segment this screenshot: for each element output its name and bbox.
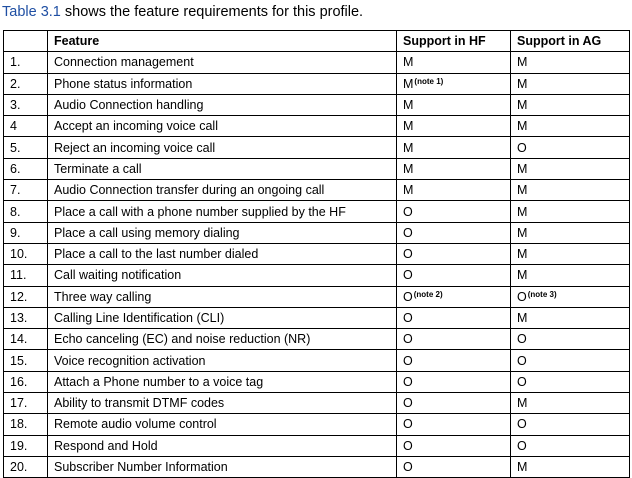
row-support-ag (511, 243, 630, 264)
row-support-hf (397, 286, 511, 307)
row-support-ag-value: M (517, 98, 528, 113)
row-support-hf (397, 137, 511, 158)
row-support-ag (511, 329, 630, 350)
row-support-ag-value: O (517, 438, 527, 453)
row-support-ag (511, 222, 630, 243)
row-feature-value: Terminate a call (54, 161, 142, 176)
row-number (4, 371, 48, 392)
row-support-ag (511, 371, 630, 392)
row-number (4, 180, 48, 201)
row-support-ag-value: O (517, 332, 527, 347)
row-support-ag (511, 307, 630, 328)
row-support-hf (397, 73, 511, 94)
row-number-value: 16. (10, 374, 28, 389)
table-row (4, 414, 630, 435)
row-number (4, 456, 48, 477)
row-feature (48, 180, 397, 201)
row-feature-value: Accept an incoming voice call (54, 119, 218, 134)
row-feature-value: Respond and Hold (54, 438, 158, 453)
table-row (4, 265, 630, 286)
row-feature-value: Calling Line Identification (CLI) (54, 311, 225, 325)
row-number (4, 137, 48, 158)
row-number (4, 265, 48, 286)
row-support-ag (511, 116, 630, 137)
row-number-value: 9. (10, 225, 21, 240)
row-feature (48, 52, 397, 73)
row-number (4, 94, 48, 115)
row-feature-value: Call waiting notification (54, 268, 182, 283)
row-support-ag-value: O (517, 374, 527, 389)
row-support-hf-value: M (403, 55, 414, 70)
row-feature-value: Three way calling (54, 289, 152, 304)
row-support-ag (511, 73, 630, 94)
row-support-hf-value: O (403, 353, 413, 368)
row-support-ag (511, 350, 630, 371)
row-support-ag-value: M (517, 311, 528, 325)
row-support-hf-value: M (403, 161, 414, 176)
row-number-value: 13. (10, 311, 28, 325)
row-support-ag-value: M (517, 204, 528, 219)
table-row (4, 350, 630, 371)
row-feature-value: Voice recognition activation (54, 353, 206, 368)
table-row (4, 180, 630, 201)
row-support-hf-value: M (403, 98, 414, 113)
row-feature-value: Attach a Phone number to a voice tag (54, 374, 264, 389)
row-number (4, 350, 48, 371)
footnote-marker: (note 2) (413, 289, 443, 299)
row-support-ag (511, 52, 630, 73)
row-number (4, 393, 48, 414)
row-support-ag-value: M (517, 119, 528, 134)
table-row (4, 73, 630, 94)
row-number-value: 1. (10, 55, 21, 70)
row-number-value: 15. (10, 353, 28, 368)
row-feature (48, 286, 397, 307)
row-support-hf (397, 456, 511, 477)
row-support-ag-value: M (517, 247, 528, 262)
row-support-hf (397, 371, 511, 392)
row-feature-value: Place a call to the last number dialed (54, 247, 259, 262)
row-feature (48, 265, 397, 286)
row-feature-value: Subscriber Number Information (54, 460, 228, 475)
row-number-value: 18. (10, 417, 28, 432)
row-support-ag (511, 158, 630, 179)
row-number-value: 4 (10, 119, 17, 134)
row-support-hf-value: M (403, 119, 414, 134)
row-support-hf-value: O (403, 460, 413, 475)
table-row (4, 201, 630, 222)
row-support-hf (397, 265, 511, 286)
row-support-hf (397, 350, 511, 371)
row-feature (48, 456, 397, 477)
row-number (4, 243, 48, 264)
table-row (4, 158, 630, 179)
row-support-ag-value: M (517, 76, 528, 91)
row-support-hf-value: O (403, 204, 413, 219)
row-support-hf-value: O (403, 268, 413, 283)
row-support-ag (511, 456, 630, 477)
header-support-hf: Support in HF (397, 31, 511, 52)
row-support-hf (397, 201, 511, 222)
row-number (4, 116, 48, 137)
row-feature (48, 371, 397, 392)
row-number-value: 19. (10, 438, 28, 453)
table-row (4, 371, 630, 392)
row-support-ag-value: M (517, 161, 528, 176)
row-support-hf (397, 329, 511, 350)
row-number-value: 10. (10, 247, 28, 262)
row-support-hf-value: O (403, 438, 413, 453)
row-support-ag-value: M (517, 55, 528, 70)
row-support-ag (511, 414, 630, 435)
row-support-ag (511, 393, 630, 414)
row-feature (48, 137, 397, 158)
footnote-marker: (note 3) (527, 289, 557, 299)
row-feature (48, 414, 397, 435)
row-number (4, 286, 48, 307)
row-support-hf-value: O (403, 417, 413, 432)
row-support-ag (511, 94, 630, 115)
row-number-value: 11. (10, 268, 27, 283)
row-feature (48, 201, 397, 222)
row-support-ag-value: M (517, 396, 528, 411)
row-feature-value: Connection management (54, 55, 194, 70)
row-number-value: 14. (10, 332, 28, 347)
row-number (4, 201, 48, 222)
row-support-ag-value: O (517, 417, 527, 432)
table-row (4, 286, 630, 307)
table-row (4, 137, 630, 158)
row-support-hf-value: O (403, 225, 413, 240)
table-row (4, 456, 630, 477)
row-feature (48, 222, 397, 243)
row-support-ag-value: M (517, 268, 528, 283)
row-number (4, 158, 48, 179)
row-number (4, 307, 48, 328)
row-number (4, 414, 48, 435)
row-support-hf (397, 435, 511, 456)
row-support-hf (397, 243, 511, 264)
footnote-marker: (note 1) (414, 76, 444, 86)
row-feature (48, 116, 397, 137)
table-caption (2, 3, 363, 21)
row-feature (48, 435, 397, 456)
row-feature-value: Place a call using memory dialing (54, 225, 240, 240)
row-feature-value: Audio Connection handling (54, 98, 204, 113)
row-support-hf (397, 222, 511, 243)
row-support-hf (397, 94, 511, 115)
row-support-hf-value: M (403, 76, 414, 91)
row-number-value: 8. (10, 204, 21, 219)
row-support-ag (511, 201, 630, 222)
feature-requirements-table (3, 30, 630, 478)
row-support-hf (397, 307, 511, 328)
table-row (4, 222, 630, 243)
row-support-hf-value: M (403, 140, 414, 155)
row-support-hf-value: O (403, 247, 413, 262)
table-row (4, 243, 630, 264)
row-feature (48, 73, 397, 94)
row-number-value: 5. (10, 140, 21, 155)
row-support-hf (397, 116, 511, 137)
table-row (4, 94, 630, 115)
row-feature (48, 307, 397, 328)
header-feature: Feature (48, 31, 397, 52)
row-feature-value: Place a call with a phone number supplied by the HF (54, 204, 346, 219)
row-support-hf-value: O (403, 289, 413, 304)
row-feature (48, 94, 397, 115)
row-number (4, 329, 48, 350)
table-row (4, 329, 630, 350)
row-support-ag (511, 265, 630, 286)
row-support-hf-value: O (403, 311, 413, 325)
row-feature (48, 243, 397, 264)
row-support-ag (511, 137, 630, 158)
row-number-value: 6. (10, 161, 21, 176)
row-support-ag (511, 286, 630, 307)
row-support-hf-value: M (403, 183, 414, 198)
row-feature-value: Ability to transmit DTMF codes (54, 396, 225, 411)
row-number-value: 17. (10, 396, 28, 411)
row-number-value: 7. (10, 183, 21, 198)
row-support-ag-value: O (517, 353, 527, 368)
row-support-ag-value: M (517, 460, 528, 475)
row-support-hf (397, 414, 511, 435)
table-header-row (4, 31, 630, 52)
row-number-value: 12. (10, 289, 28, 304)
table-row (4, 435, 630, 456)
row-support-ag-value: M (517, 225, 528, 240)
header-support-ag: Support in AG (511, 31, 630, 52)
row-feature-value: Phone status information (54, 76, 193, 91)
row-support-hf (397, 180, 511, 201)
table-reference-link[interactable]: Table 3.1 (2, 4, 61, 20)
header-number (4, 31, 48, 52)
row-feature-value: Audio Connection transfer during an ongoing call (54, 183, 325, 198)
row-number (4, 222, 48, 243)
row-feature (48, 393, 397, 414)
row-feature-value: Remote audio volume control (54, 417, 217, 432)
row-feature-value: Reject an incoming voice call (54, 140, 216, 155)
row-feature (48, 350, 397, 371)
table-row (4, 307, 630, 328)
row-number-value: 3. (10, 98, 21, 113)
table-row (4, 116, 630, 137)
row-support-hf (397, 52, 511, 73)
row-support-ag (511, 180, 630, 201)
row-support-hf-value: O (403, 332, 413, 347)
table-row (4, 393, 630, 414)
row-number (4, 73, 48, 94)
row-support-hf-value: O (403, 374, 413, 389)
row-number-value: 2. (10, 76, 21, 91)
row-support-ag-value: O (517, 140, 527, 155)
row-feature (48, 329, 397, 350)
caption-text: shows the feature requirements for this profile. (60, 4, 364, 20)
row-support-hf-value: O (403, 396, 413, 411)
row-support-ag-value: O (517, 289, 527, 304)
row-support-hf (397, 393, 511, 414)
row-number-value: 20. (10, 460, 28, 475)
row-support-hf (397, 158, 511, 179)
row-support-ag-value: M (517, 183, 528, 198)
row-support-ag (511, 435, 630, 456)
row-feature-value: Echo canceling (EC) and noise reduction (NR) (54, 332, 311, 347)
row-number (4, 52, 48, 73)
row-number (4, 435, 48, 456)
table-row (4, 52, 630, 73)
row-feature (48, 158, 397, 179)
